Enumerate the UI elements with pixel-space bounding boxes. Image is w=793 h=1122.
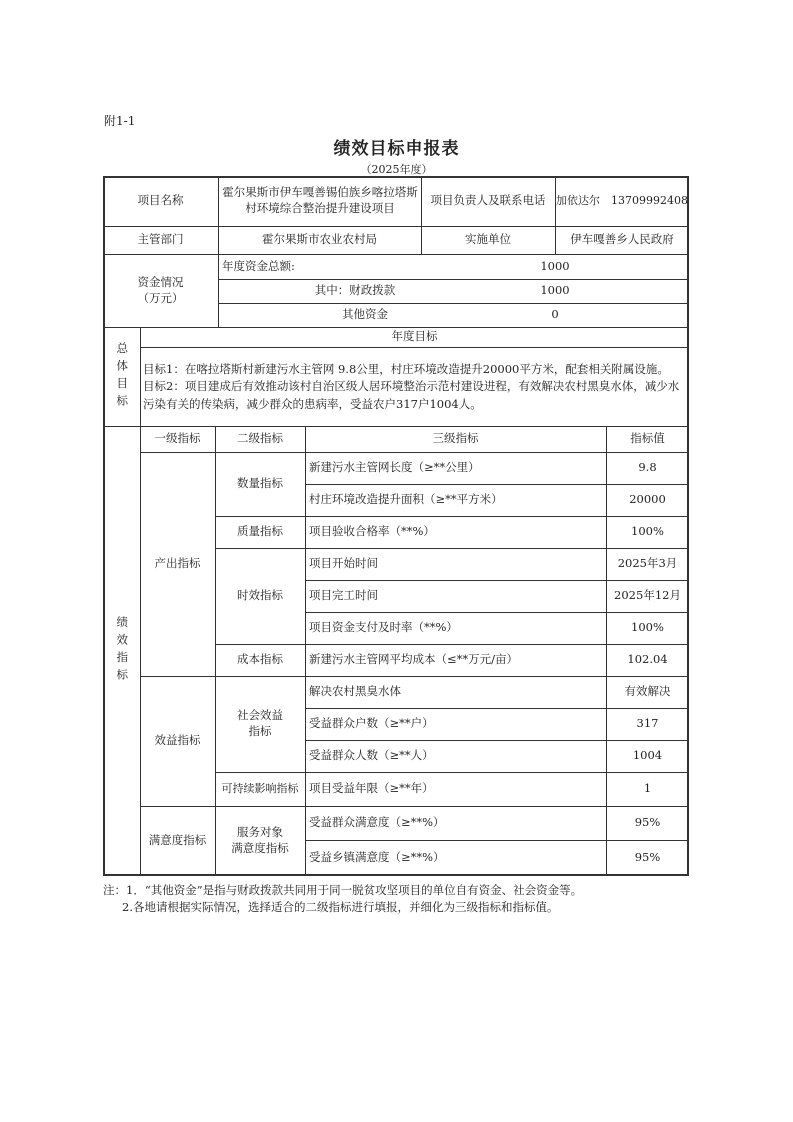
- page-title: 绩效目标申报表: [333, 139, 460, 159]
- indicator-name: 解决农村黑臭水体: [309, 684, 401, 699]
- level2-sustain: 可持续影响指标: [221, 781, 299, 795]
- goal-1: 目标1：在喀拉塔斯村新建污水主管网 9.8公里，村庄环境改造提升20000平方米，配套相关附属设施。: [143, 362, 669, 376]
- funds-total-label: 年度资金总额:: [222, 258, 295, 273]
- level2-quantity: 数量指标: [237, 476, 283, 491]
- indicator-value: 95%: [634, 815, 661, 830]
- level1-output: 产出指标: [154, 556, 201, 571]
- indicator-name: 项目受益年限（≥**年）: [309, 781, 434, 796]
- level2-timeliness: 时效指标: [237, 588, 283, 603]
- indicator-name: 项目验收合格率（**%）: [309, 524, 435, 539]
- funds-label: 资金情况 （万元）: [137, 274, 184, 305]
- col-level1: 一级指标: [154, 431, 201, 446]
- indicator-value: 2025年12月: [614, 588, 681, 603]
- indicator-name: 受益群众满意度（≥**%）: [309, 815, 445, 830]
- contact-value: 加依达尔 13709992408: [556, 193, 688, 207]
- funds-fiscal-value: 1000: [540, 283, 570, 298]
- goal-2: 目标2：项目建成后有效推动该村自治区级人居环境整治示范村建设进程，有效解决农村黑臭水体，减少水污染有关的传染病，减少群众的患病率，受益农户317户1004人。: [143, 379, 680, 411]
- indicator-name: 受益群众户数（≥**户）: [309, 716, 434, 731]
- indicator-name: 受益群众人数（≥**人）: [309, 748, 434, 763]
- indicator-name: 项目资金支付及时率（**%）: [309, 620, 458, 635]
- level2-quality: 质量指标: [237, 524, 283, 539]
- goals-text: [143, 361, 683, 413]
- funds-fiscal-label: 其中：财政拨款: [314, 283, 396, 298]
- indicator-name: 项目开始时间: [309, 556, 378, 571]
- indicator-name: 新建污水主管网平均成本（≤**万元/亩）: [309, 652, 519, 667]
- level2-service: 服务对象 满意度指标: [231, 825, 289, 855]
- dept-value: 霍尔果斯市农业农村局: [262, 232, 377, 247]
- indicator-value: 1004: [632, 748, 663, 763]
- goals-side-label: 总体目标: [115, 341, 130, 412]
- col-level2: 二级指标: [237, 431, 283, 446]
- impl-value: 伊车嘎善乡人民政府: [570, 232, 674, 247]
- impl-label: 实施单位: [465, 232, 511, 247]
- indicator-value: 100%: [631, 524, 664, 539]
- project-name-label: 项目名称: [137, 193, 184, 208]
- project-name-value: 霍尔果斯市伊车嘎善锡伯族乡喀拉塔斯村环境综合整治提升建设项目: [222, 185, 418, 215]
- indicator-value: 317: [636, 716, 659, 731]
- indicator-value: 9.8: [638, 460, 657, 475]
- indicator-value: 102.04: [627, 652, 668, 667]
- level1-satisfaction: 满意度指标: [148, 833, 207, 848]
- attachment-label: 附1-1: [104, 114, 136, 128]
- contact-label: 项目负责人及联系电话: [430, 193, 546, 208]
- indicator-value: 20000: [629, 492, 666, 507]
- funds-total-value: 1000: [540, 258, 570, 273]
- funds-other-value: 0: [551, 307, 559, 322]
- footnotes: [103, 882, 703, 917]
- col-level3: 三级指标: [432, 431, 479, 446]
- funds-other-label: 其他资金: [342, 307, 388, 322]
- indicator-name: 村庄环境改造提升面积（≥**平方米）: [309, 492, 503, 507]
- level2-social: 社会效益 指标: [237, 708, 283, 738]
- indicator-value: 有效解决: [624, 684, 671, 699]
- footnote-1: 注：1．“其他资金”是指与财政拨款共同用于同一脱贫攻坚项目的单位自有资金、社会资金等。: [103, 883, 583, 897]
- indicators-side-label: 绩效指标: [115, 616, 130, 686]
- level2-cost: 成本指标: [237, 652, 283, 667]
- col-value: 指标值: [630, 431, 665, 446]
- indicator-value: 95%: [634, 850, 661, 865]
- indicator-name: 受益乡镇满意度（≥**%）: [309, 850, 445, 865]
- dept-label: 主管部门: [137, 232, 184, 247]
- year-label: （2025年度）: [360, 163, 433, 176]
- footnote-2: 2.各地请根据实际情况，选择适合的二级指标进行填报，并细化为三级指标和指标值。: [122, 900, 559, 915]
- indicator-value: 1: [643, 781, 652, 796]
- indicator-name: 项目完工时间: [309, 588, 378, 603]
- indicator-name: 新建污水主管网长度（≥**公里）: [309, 460, 480, 475]
- indicator-value: 2025年3月: [617, 556, 678, 571]
- level1-benefit: 效益指标: [154, 733, 201, 748]
- indicator-value: 100%: [631, 620, 664, 635]
- goals-header: 年度目标: [391, 329, 438, 344]
